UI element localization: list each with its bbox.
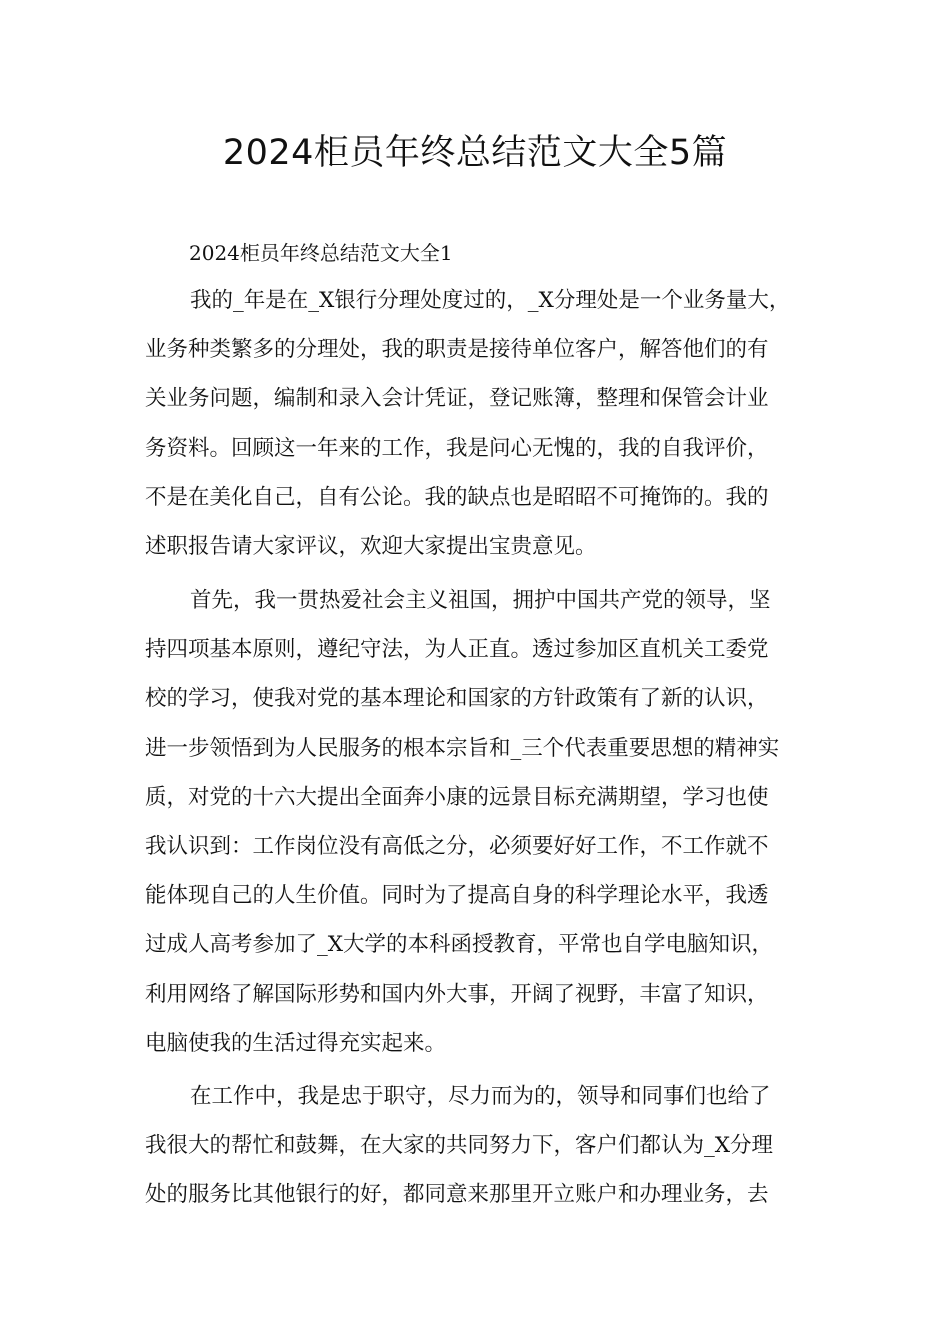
paragraph-line: 处的服务比其他银行的好，都同意来那里开立账户和办理业务，去 xyxy=(145,1182,769,1208)
paragraph-line: 关业务问题，编制和录入会计凭证，登记账簿，整理和保管会计业 xyxy=(145,386,769,412)
paragraph-line: 我认识到：工作岗位没有高低之分，必须要好好工作，不工作就不 xyxy=(145,834,769,860)
paragraph-2 xyxy=(145,576,815,1068)
paragraph-line: 我很大的帮忙和鼓舞，在大家的共同努力下，客户们都认为_X分理 xyxy=(145,1133,774,1159)
paragraph-line: 业务种类繁多的分理处，我的职责是接待单位客户，解答他们的有 xyxy=(145,337,769,363)
paragraph-line: 利用网络了解国际形势和国内外大事，开阔了视野，丰富了知识， xyxy=(145,981,769,1007)
paragraph-line: 电脑使我的生活过得充实起来。 xyxy=(145,1030,447,1056)
paragraph-line: 述职报告请大家评议，欢迎大家提出宝贵意见。 xyxy=(145,534,597,560)
paragraph-line: 务资料。回顾这一年来的工作，我是问心无愧的，我的自我评价， xyxy=(145,435,769,461)
paragraph-1 xyxy=(145,276,815,571)
paragraph-line: 首先，我一贯热爱社会主义祖国，拥护中国共产党的领导，坚 xyxy=(190,588,771,613)
section-heading: 2024柜员年终总结范文大全1 xyxy=(189,241,453,265)
paragraph-line: 校的学习，使我对党的基本理论和国家的方针政策有了新的认识， xyxy=(145,686,769,712)
paragraph-line: 我的_年是在_X银行分理处度过的，_X分理处是一个业务量大， xyxy=(190,288,791,313)
paragraph-line: 质，对党的十六大提出全面奔小康的远景目标充满期望，学习也使 xyxy=(145,784,769,810)
paragraph-line: 进一步领悟到为人民服务的根本宗旨和_三个代表重要思想的精神实 xyxy=(145,735,780,761)
paragraph-3 xyxy=(145,1072,815,1220)
paragraph-line: 不是在美化自己，自有公论。我的缺点也是昭昭不可掩饰的。我的 xyxy=(145,484,769,510)
paragraph-line: 在工作中，我是忠于职守，尽力而为的，领导和同事们也给了 xyxy=(190,1084,771,1109)
paragraph-line: 能体现自己的人生价值。同时为了提高自身的科学理论水平，我透 xyxy=(145,883,769,909)
paragraph-line: 过成人高考参加了_X大学的本科函授教育，平常也自学电脑知识， xyxy=(145,932,774,958)
document-title: 2024柜员年终总结范文大全5篇 xyxy=(222,133,728,173)
paragraph-line: 持四项基本原则，遵纪守法，为人正直。透过参加区直机关工委党 xyxy=(145,637,769,663)
